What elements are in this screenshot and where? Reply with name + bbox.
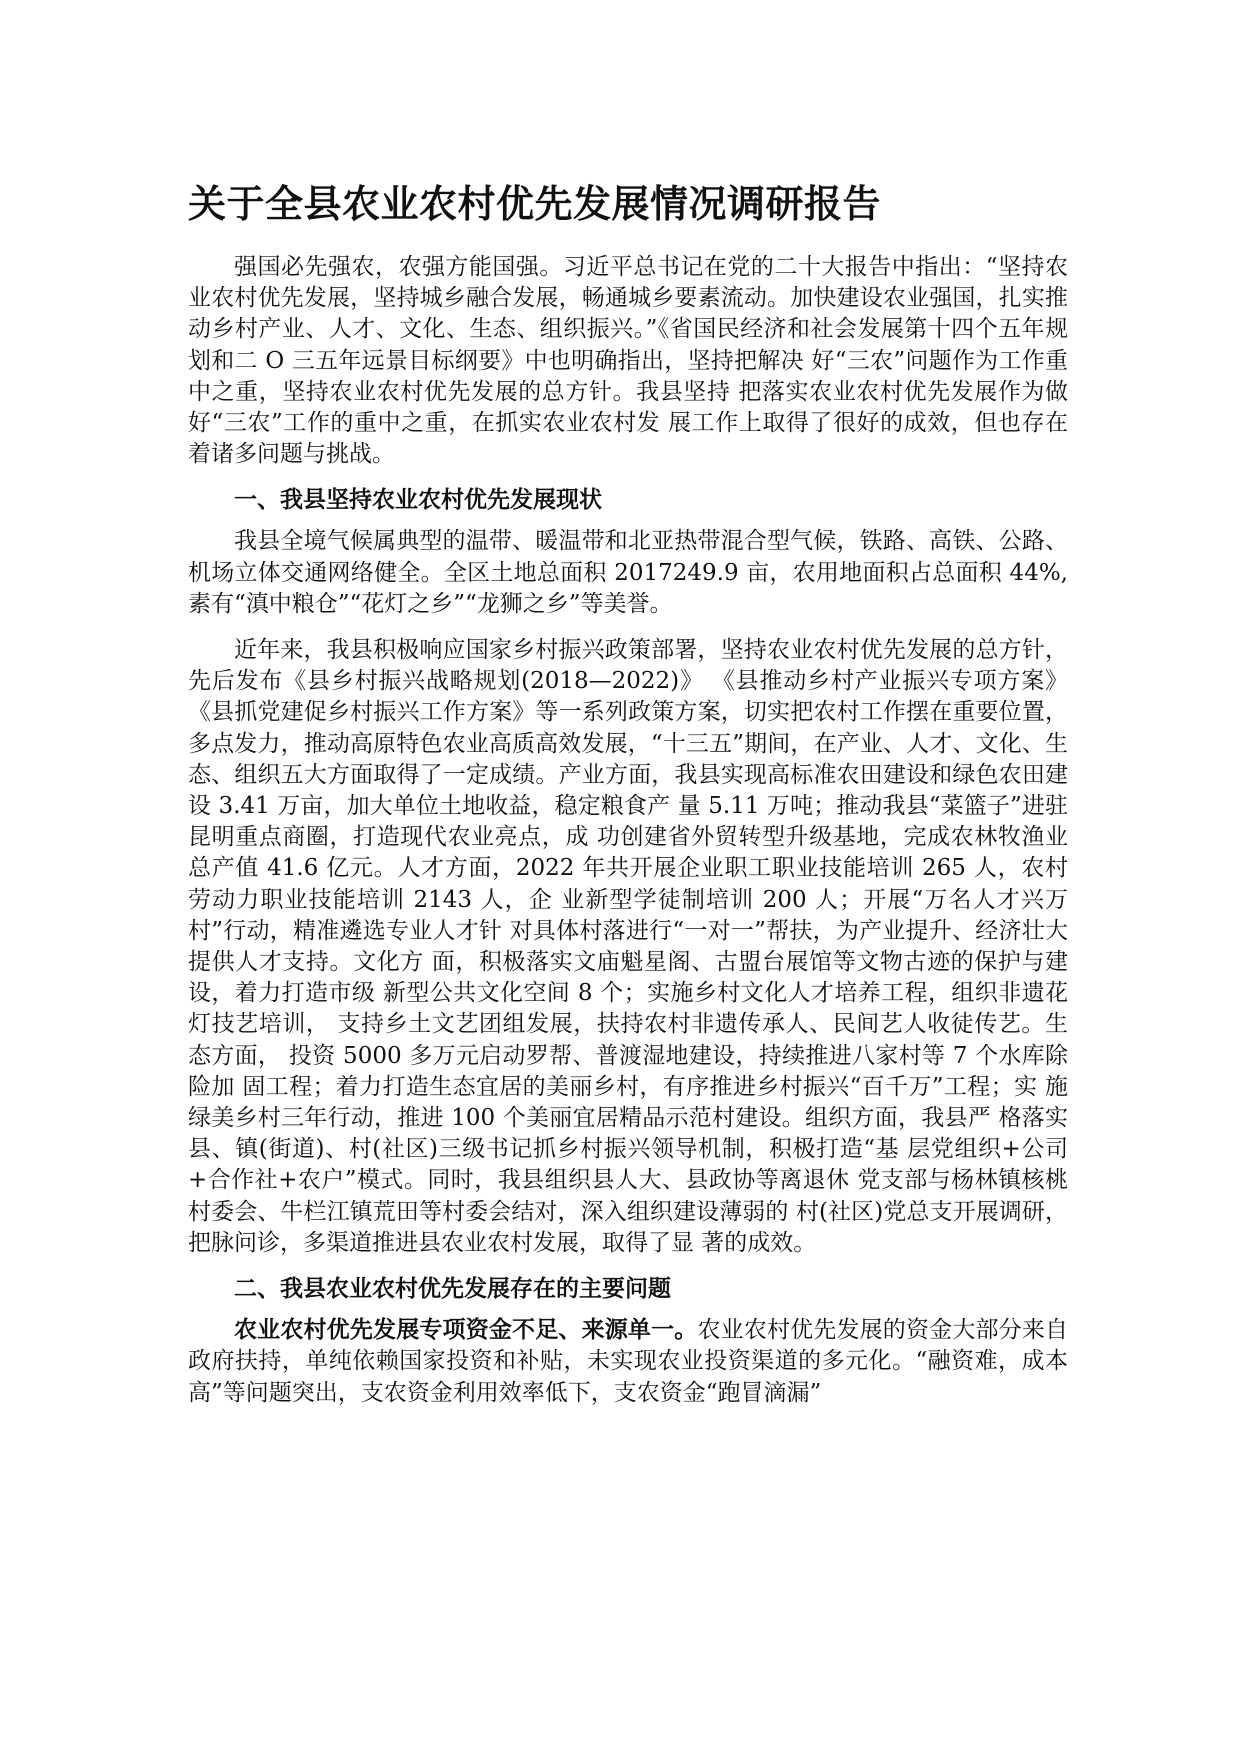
section-2-paragraph-1 (188, 1315, 1068, 1409)
section-2-heading: 二、我县农业农村优先发展存在的主要问题 (234, 1276, 671, 1303)
section-2-body-text: 农业农村优先发展的资金大部分来自政府扶持，单纯依赖国家投资和补贴，未实现农业投资渠道的多元化。“融资难，成本高”等问题突出，支农资金利用效率低下，支农资金“跑冒滴漏” (188, 1317, 1069, 1406)
section-1-paragraph-2: 近年来，我县积极响应国家乡村振兴政策部署，坚持农业农村优先发展的总方针，先后发布《县乡村振兴战略规划(2018—2022)》 《县推动乡村产业振兴专项方案》《县抓党建促乡村振兴工作方案》等一系列政策方案，切实把农村工作摆在重要位置，多点发力，推动高原特色农业高质高效发展，“十三五”期间，在产业、人才、文化、生态、组织五大方面取得了一定成绩。产业方面，我县实现高标准农田建设和绿色农田建设 3.41 万亩，加大单位土地收益，稳定粮食产 量 5.11 万吨；推动我县“菜篮子”进驻昆明重点商圈，打造现代农业亮点，成 功创建省外贸转型升级基地，完成农林牧渔业总产值 41.6 亿元。人才方面，2022 年共开展企业职工职业技能培训 265 人，农村劳动力职业技能培训 2143 人，企 业新型学徒制培训 200 人；开展“万名人才兴万村”行动，精准遴选专业人才针 对具体村落进行“一对一”帮扶，为产业提升、经济壮大提供人才支持。文化方 面，积极落实文庙魁星阁、古盟台展馆等文物古迹的保护与建设，着力打造市级 新型公共文化空间 8 个；实施乡村文化人才培养工程，组织非遗花灯技艺培训， 支持乡土文艺团组发展，扶持农村非遗传承人、民间艺人收徒传艺。生态方面， 投资 5000 多万元启动罗帮、普渡湿地建设，持续推进八家村等 7 个水库除险加 固工程；着力打造生态宜居的美丽乡村，有序推进乡村振兴“百千万”工程；实 施绿美乡村三年行动，推进 100 个美丽宜居精品示范村建设。组织方面，我县严 格落实县、镇(街道)、村(社区)三级书记抓乡村振兴领导机制，积极打造“基 层党组织+公司+合作社+农户”模式。同时，我县组织县人大、县政协等离退休 党支部与杨林镇核桃村委会、牛栏江镇荒田等村委会结对，深入组织建设薄弱的 村(社区)党总支开展调研，把脉问诊，多渠道推进县农业农村发展，取得了显 著的成效。 (188, 637, 1068, 1256)
section-1-heading: 一、我县坚持农业农村优先发展现状 (234, 487, 602, 514)
section-2-lead-sentence: 农业农村优先发展专项资金不足、来源单一。 (234, 1317, 698, 1344)
document-title: 关于全县农业农村优先发展情况调研报告 (188, 182, 882, 226)
document-page (188, 178, 1068, 1409)
section-1-paragraph-1: 我县全境气候属典型的温带、暖温带和北亚热带混合型气候，铁路、高铁、公路、机场立体交通网络健全。全区土地总面积 2017249.9 亩，农用地面积占总面积 44%,素有“滇中粮仓”“花灯之乡”“龙狮之乡”等美誉。 (188, 528, 1068, 617)
intro-paragraph: 强国必先强农，农强方能国强。习近平总书记在党的二十大报告中指出：“坚持农业农村优先发展，坚持城乡融合发展，畅通城乡要素流动。加快建设农业强国，扎实推动乡村产业、人才、文化、生态、组织振兴。”《省国民经济和社会发展第十四个五年规划和二 O 三五年远景目标纲要》中也明确指出，坚持把解决 好“三农”问题作为工作重中之重，坚持农业农村优先发展的总方针。我县坚持 把落实农业农村优先发展作为做好“三农”工作的重中之重，在抓实农业农村发 展工作上取得了很好的成效，但也存在着诸多问题与挑战。 (188, 254, 1068, 468)
